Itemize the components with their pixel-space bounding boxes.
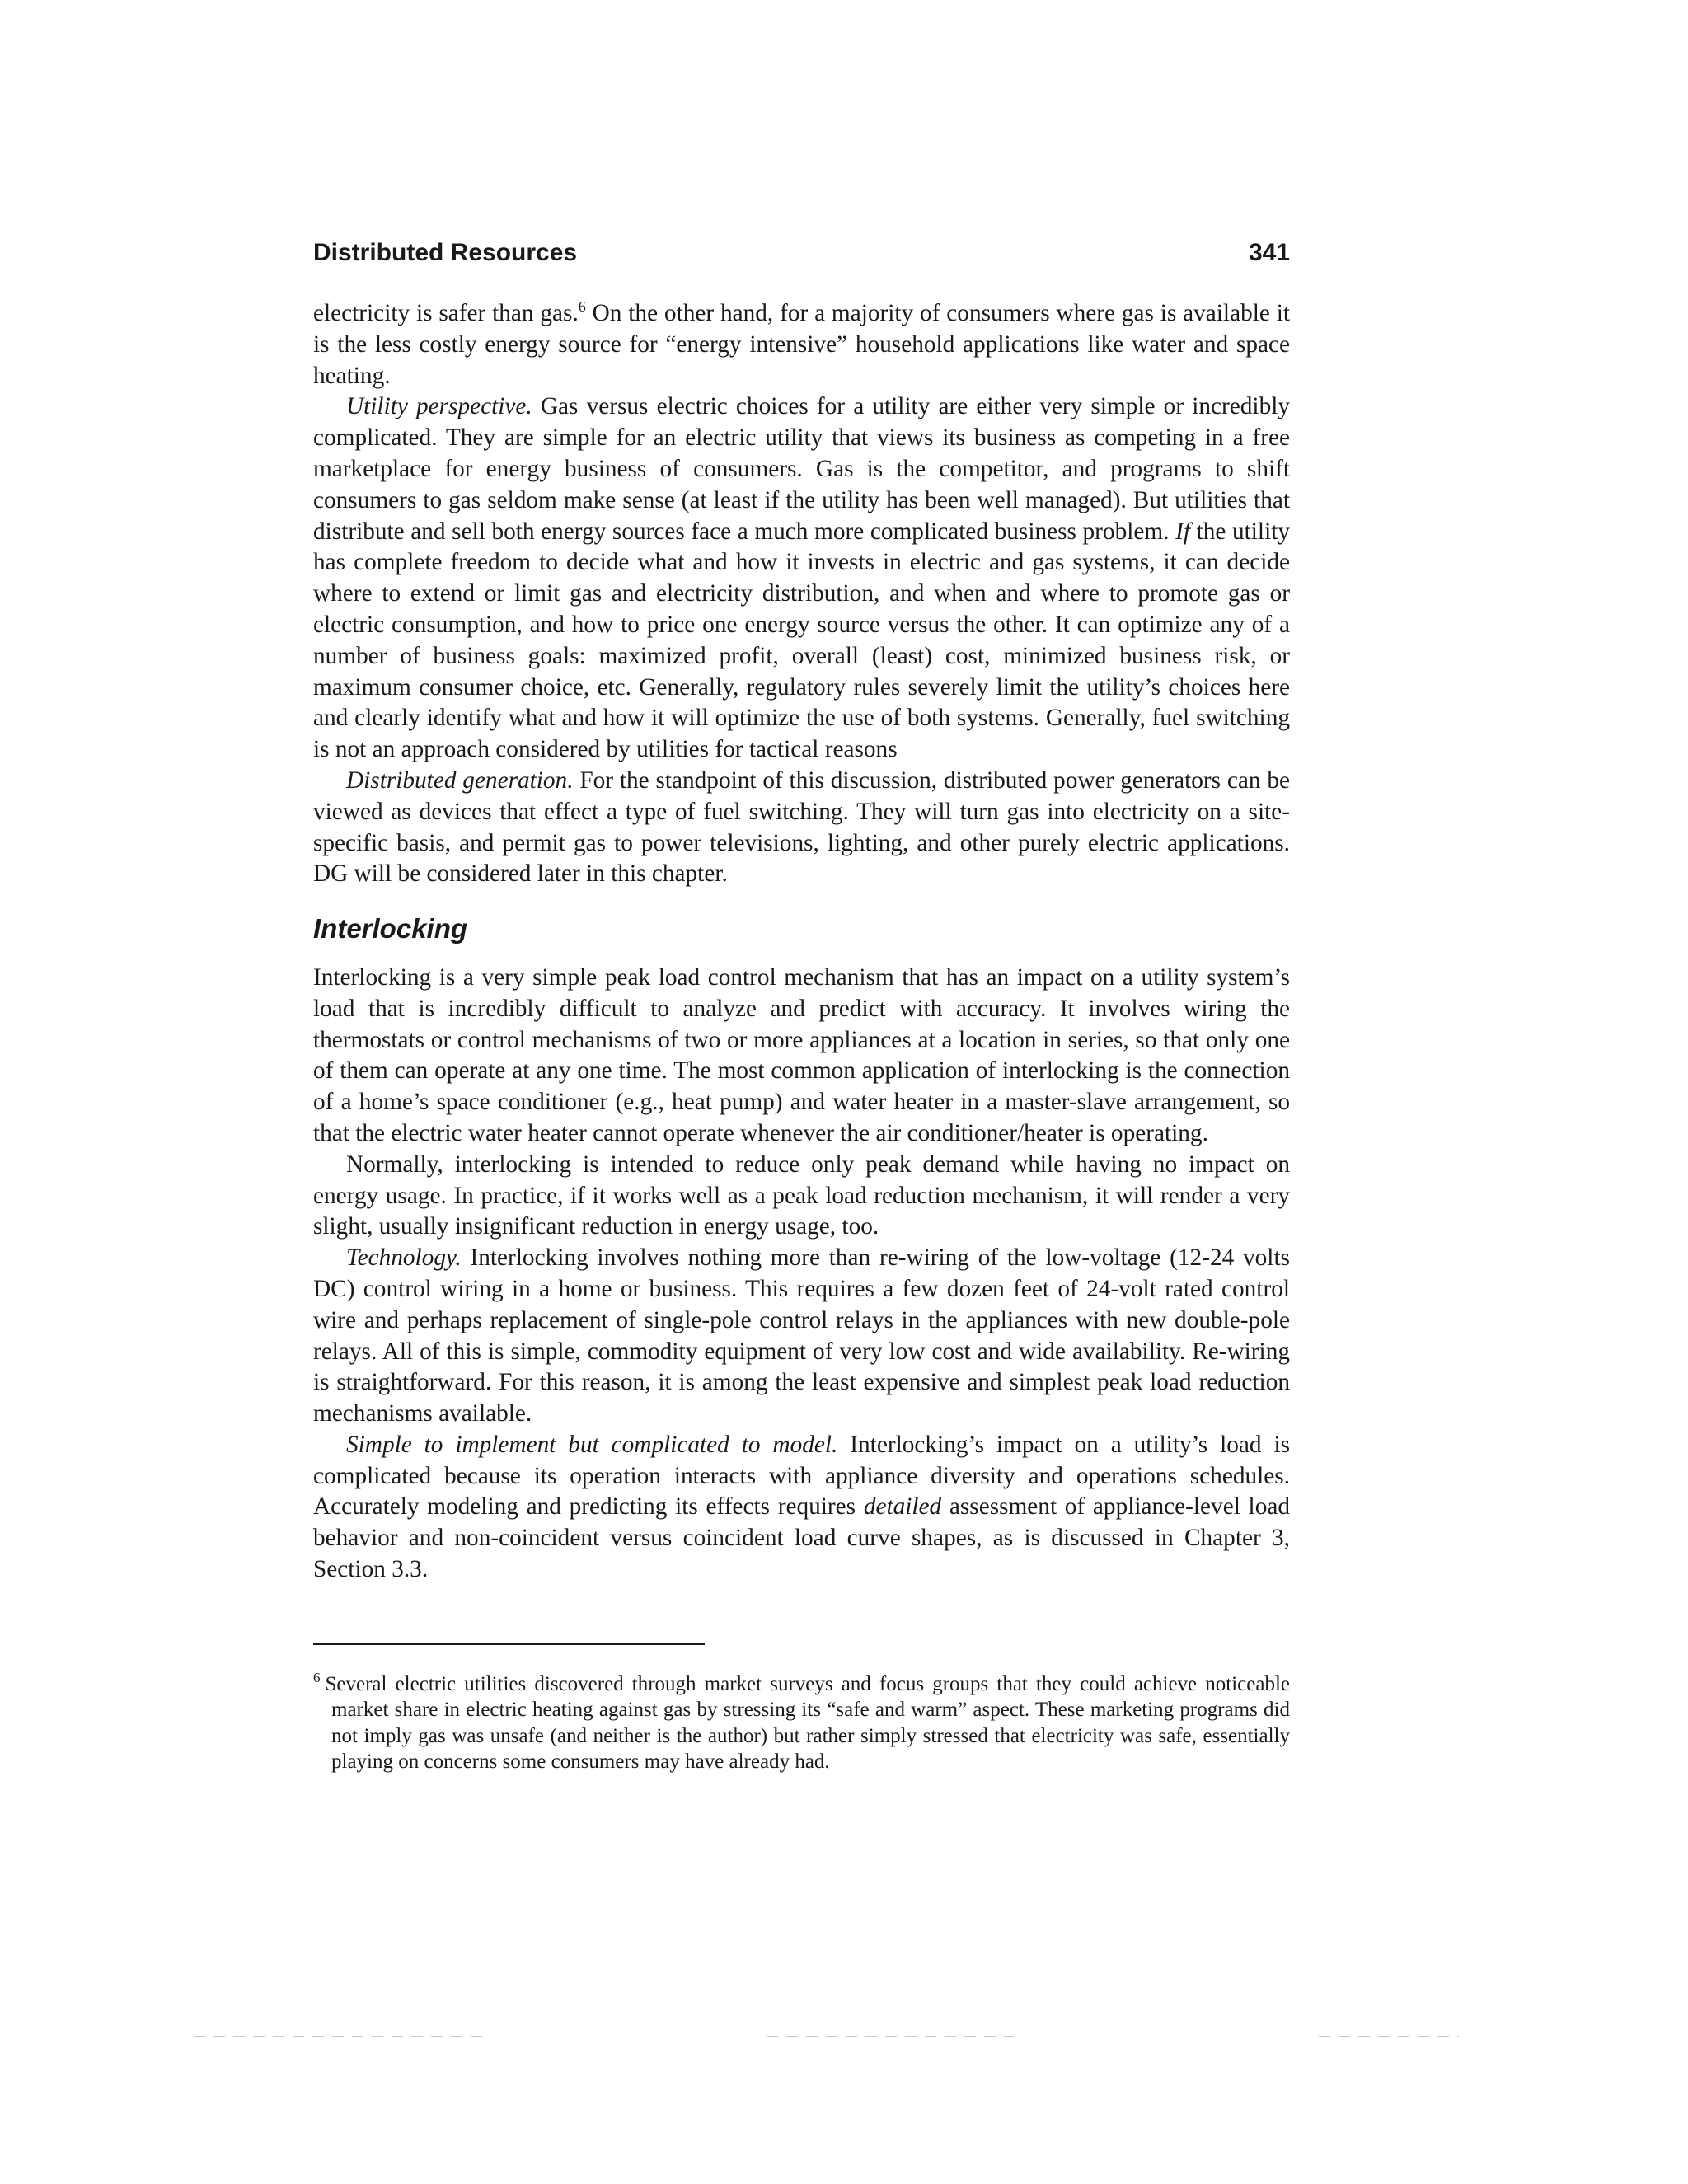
scan-artifact-left xyxy=(194,2036,490,2037)
page-number: 341 xyxy=(1248,239,1290,266)
footnote-text: Several electric utilities discovered through market surveys and focus groups that they could achieve noticeable market share in electric heating against gas by stressing its “safe and warm” aspect. These marketing programs did not imply gas was unsafe (and neither is the author) but rather simply stressed that electricity was safe, essentially playing on concerns some consumers may have already had. xyxy=(325,1672,1290,1774)
running-title: Distributed Resources xyxy=(313,239,578,266)
book-page xyxy=(313,239,1290,1775)
paragraph-distributed-generation: Distributed generation. For the standpoint of this discussion, distributed power generators can be viewed as devices that effect a type of fuel switching. They will turn gas into electricity on a site-specific basis, and permit gas to power televisions, lighting, and other purely electric applications. DG will be considered later in this chapter. xyxy=(313,766,1291,888)
scan-artifact-right xyxy=(1319,2036,1459,2037)
run-in-heading: Distributed generation. xyxy=(346,766,574,794)
run-in-heading: Technology. xyxy=(346,1244,462,1272)
paragraph-interlocking-intro: Interlocking is a very simple peak load control mechanism that has an impact on a utility system’s load that is incredibly difficult to analyze and predict with accuracy. It involves wiring the thermostats or control mechanisms of two or more appliances at a location in series, so that only one of them can operate at any one time. The most common application of interlocking is the connection of a home’s space conditioner (e.g., heat pump) and water heater in a master-slave arrangement, so that the electric water heater cannot operate whenever the air conditioner/heater is operating. xyxy=(313,963,1290,1146)
section-heading: Interlocking xyxy=(313,913,468,944)
paragraph-utility-perspective: Utility perspective. Gas versus electric choices for a utility are either very simple or incredibly complicated. They are simple for an electric utility that views its business as competing in a free marketplace for energy business of consumers. Gas is the competitor, and programs to shift consumers to gas seldom make sense (at least if the utility has been well managed). But utilities that distribute and sell both energy sources face a much more complicated business problem. If the utility has complete freedom to decide what and how it invests in electric and gas systems, it can decide where to extend or limit gas and electricity distribution, and when and where to promote gas or electric consumption, and how to price one energy source versus the other. It can optimize any of a number of business goals: maximized profit, overall (least) cost, minimized business risk, or maximum consumer choice, etc. Generally, regulatory rules severely limit the utility’s choices here and clearly identify what and how it will optimize the use of both systems. Generally, fuel switching is not an approach considered by utilities for tactical reasons xyxy=(313,393,1291,763)
body-text xyxy=(313,298,1290,1586)
run-in-heading: Utility perspective. xyxy=(346,393,532,420)
footnote-ref: 6 xyxy=(578,298,586,315)
footnote-divider xyxy=(313,1643,705,1645)
paragraph-technology: Technology. Interlocking involves nothing more than re-wiring of the low-voltage (12-24 volts DC) control wiring in a home or business. This requires a few dozen feet of 24-volt rated control wire and perhaps replacement of single-pole control relays in the appliances with new double-pole relays. All of this is simple, commodity equipment of very low cost and wide availability. Re-wiring is straightforward. For this reason, it is among the least expensive and simplest peak load reduction mechanisms available. xyxy=(313,1244,1290,1427)
paragraph-modeling: Simple to implement but complicated to model. Interlocking’s impact on a utility’s load is complicated because its operation interacts with appliance diversity and operations schedules. Accurately modeling and predicting its effects requires detailed assessment of appliance-level load behavior and non-coincident versus coincident load curve shapes, as is discussed in Chapter 3, Section 3.3. xyxy=(313,1431,1290,1583)
footnote-marker: 6 xyxy=(313,1669,321,1685)
scan-artifact-center xyxy=(767,2036,1014,2037)
paragraph-peak-demand: Normally, interlocking is intended to reduce only peak demand while having no impact on energy usage. In practice, if it works well as a peak load reduction mechanism, it will render a very slight, usually insignificant reduction in energy usage, too. xyxy=(313,1151,1290,1240)
footnote xyxy=(313,1671,1290,1775)
running-head xyxy=(313,239,1290,267)
paragraph-gas-cost: electricity is safer than gas.$^6$ On the other hand, for a majority of consumers where gas is available it is the less costly energy source for “energy intensive” household applications like water and space heating. xyxy=(313,298,1290,389)
run-in-heading: Simple to implement but complicated to model. xyxy=(346,1431,838,1458)
